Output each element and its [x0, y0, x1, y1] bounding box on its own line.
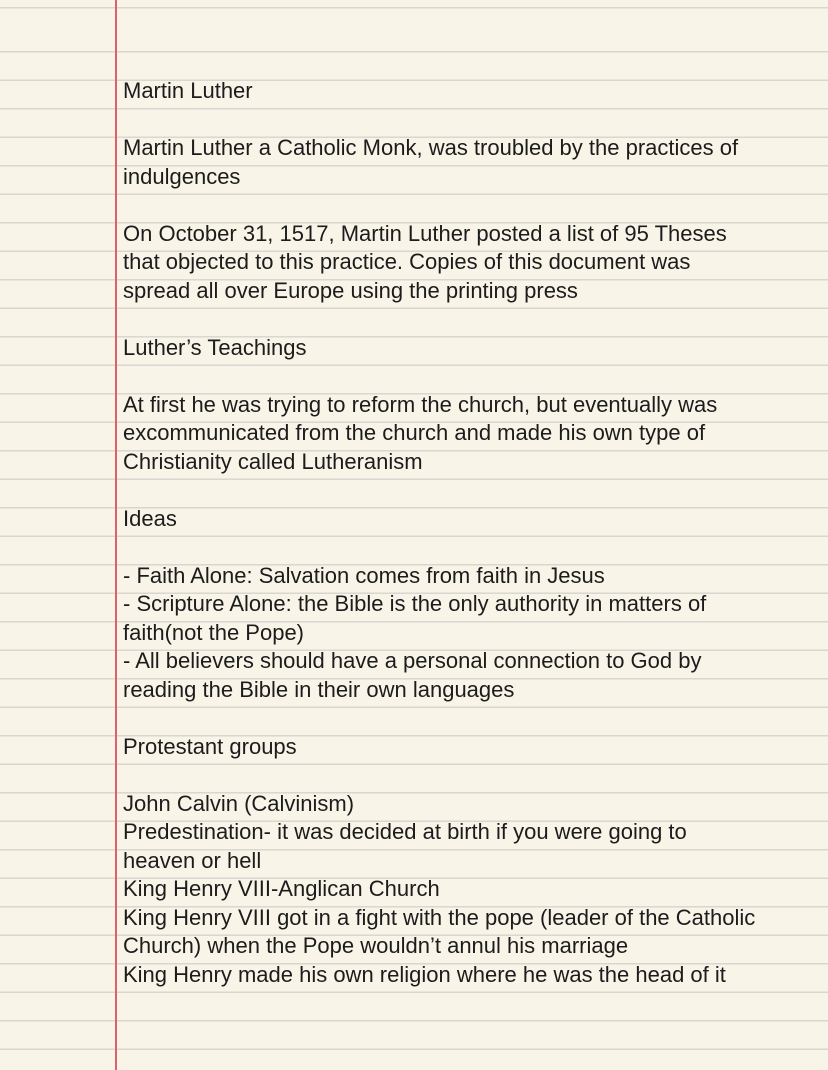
note-line: Christianity called Lutheranism [123, 448, 423, 474]
note-line: Predestination- it was decided at birth if you were going to [123, 819, 687, 844]
note-body[interactable] [123, 77, 823, 989]
list-item: - Faith Alone: Salvation comes from faith in Jesus [123, 562, 605, 588]
note-line: King Henry made his own religion where he was the head of it [123, 961, 726, 987]
blank-line [123, 305, 823, 334]
list-item: - Scripture Alone: the Bible is the only authority in matters of [123, 591, 707, 616]
note-line: King Henry VIII got in a fight with the pope (leader of the Catholic [123, 904, 756, 930]
note-line: indulgences [123, 163, 241, 189]
note-line: heaven or hell [123, 847, 262, 873]
margin-line [115, 0, 117, 1070]
note-line: Martin Luther a Catholic Monk, was troubled by the practices of [123, 135, 739, 160]
note-line: excommunicated from the church and made his own type of [123, 420, 706, 445]
blank-line [123, 191, 823, 220]
section-heading: Ideas [123, 505, 177, 531]
note-title: Martin Luther [123, 78, 253, 103]
list-item: - All believers should have a personal connection to God by [123, 648, 702, 673]
blank-line [123, 761, 823, 790]
blank-line [123, 476, 823, 505]
blank-line [123, 533, 823, 562]
section-heading: Protestant groups [123, 733, 297, 759]
blank-line [123, 362, 823, 391]
note-line: that objected to this practice. Copies of this document was [123, 249, 691, 274]
list-item-continuation: faith(not the Pope) [123, 619, 305, 645]
list-item-continuation: reading the Bible in their own languages [123, 676, 515, 702]
note-line: John Calvin (Calvinism) [123, 790, 355, 816]
blank-line [123, 704, 823, 733]
section-heading: Luther’s Teachings [123, 334, 307, 360]
note-line: At first he was trying to reform the church, but eventually was [123, 391, 718, 417]
note-line: Church) when the Pope wouldn’t annul his marriage [123, 933, 629, 958]
blank-line [123, 106, 823, 135]
note-line: King Henry VIII-Anglican Church [123, 876, 440, 901]
note-line: spread all over Europe using the printing press [123, 277, 578, 303]
note-line: On October 31, 1517, Martin Luther posted a list of 95 Theses [123, 220, 727, 246]
